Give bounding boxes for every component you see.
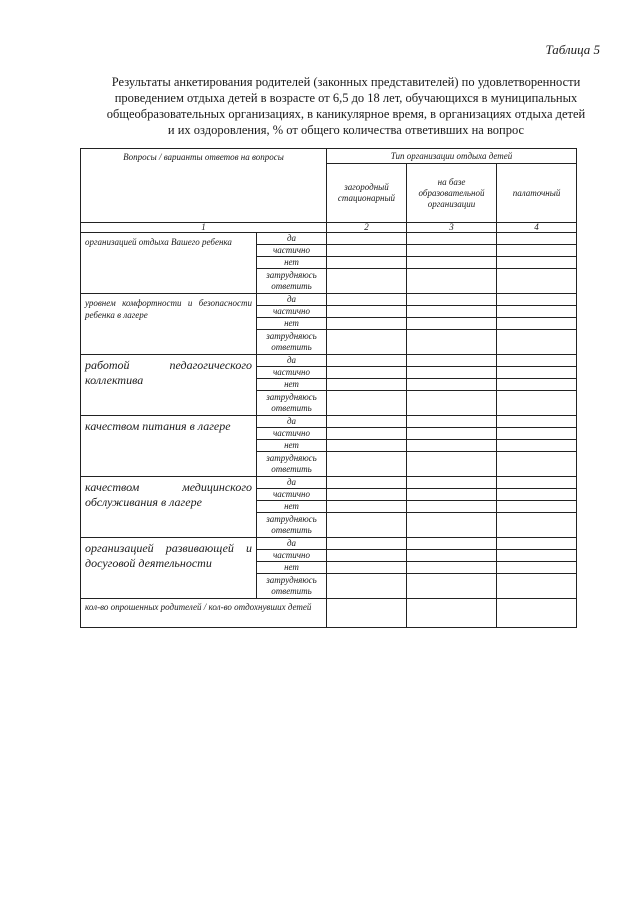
answer-option-no: нет [257,257,327,269]
result-cell [497,269,577,294]
result-cell [327,538,407,550]
header-row [81,149,577,164]
result-cell [407,452,497,477]
result-cell [407,513,497,538]
result-cell [327,330,407,355]
question-text: организацией отдыха Вашего ребенка [81,233,257,294]
header-organization-type: Тип организации отдыха детей [327,149,577,164]
answer-option-yes: да [257,233,327,245]
question-answer-row [81,477,577,489]
result-cell [407,550,497,562]
title-line: общеобразовательных организациях, в каникулярное время, в организациях отдыха детей [106,107,586,121]
result-cell [497,550,577,562]
answer-option-yes: да [257,355,327,367]
column-number: 3 [407,223,497,233]
result-cell [407,355,497,367]
result-cell [497,416,577,428]
answer-option-yes: да [257,294,327,306]
result-cell [327,452,407,477]
document-title [86,74,606,138]
survey-results-table [80,148,577,628]
result-cell [327,318,407,330]
col-tent-camp: палаточный [497,164,577,223]
result-cell [407,233,497,245]
question-answer-row [81,294,577,306]
answer-option-partly: частично [257,306,327,318]
result-cell [497,489,577,501]
result-cell [497,599,577,628]
answer-option-no: нет [257,562,327,574]
answer-option-unsure: затрудняюсь ответить [257,452,327,477]
result-cell [407,257,497,269]
answer-option-no: нет [257,379,327,391]
result-cell [327,355,407,367]
result-cell [407,245,497,257]
question-text: организацией развивающей и досуговой деятельности [81,538,257,599]
result-cell [407,501,497,513]
title-line: Результаты анкетирования родителей (законных представителей) по удовлетворенности [111,75,581,89]
result-cell [407,562,497,574]
result-cell [407,416,497,428]
title-line: и их оздоровления, % от общего количества ответивших на вопрос [167,123,525,137]
question-answer-row [81,538,577,550]
result-cell [407,367,497,379]
result-cell [497,330,577,355]
result-cell [407,428,497,440]
result-cell [497,501,577,513]
answer-option-no: нет [257,440,327,452]
question-answer-row [81,233,577,245]
result-cell [407,379,497,391]
answer-option-no: нет [257,318,327,330]
question-text: качеством питания в лагере [81,416,257,477]
column-number-row [81,223,577,233]
result-cell [327,233,407,245]
result-cell [327,379,407,391]
result-cell [407,330,497,355]
result-cell [327,562,407,574]
result-cell [327,428,407,440]
answer-option-yes: да [257,416,327,428]
column-number: 1 [81,223,327,233]
answer-option-yes: да [257,477,327,489]
result-cell [327,269,407,294]
result-cell [497,257,577,269]
respondents-count-label: кол-во опрошенных родителей / кол-во отдохнувших детей [81,599,327,628]
result-cell [407,306,497,318]
result-cell [327,391,407,416]
result-cell [327,257,407,269]
result-cell [327,477,407,489]
result-cell [497,367,577,379]
result-cell [327,574,407,599]
result-cell [497,355,577,367]
footer-row [81,599,577,628]
title-line: проведением отдыха детей в возрасте от 6,5 до 18 лет, обучающихся в муниципальных [114,91,578,105]
result-cell [497,538,577,550]
answer-option-partly: частично [257,489,327,501]
result-cell [497,477,577,489]
question-text: уровнем комфортности и безопасности ребенка в лагере [81,294,257,355]
result-cell [497,245,577,257]
answer-option-yes: да [257,538,327,550]
answer-option-partly: частично [257,367,327,379]
result-cell [497,562,577,574]
result-cell [327,245,407,257]
answer-option-partly: частично [257,245,327,257]
result-cell [327,489,407,501]
answer-option-no: нет [257,501,327,513]
answer-option-unsure: затрудняюсь ответить [257,574,327,599]
result-cell [407,318,497,330]
result-cell [407,269,497,294]
col-country-camp: загородный стационарный [327,164,407,223]
result-cell [407,294,497,306]
answer-option-partly: частично [257,550,327,562]
result-cell [407,489,497,501]
question-text: работой педагогического коллектива [81,355,257,416]
result-cell [497,428,577,440]
result-cell [327,416,407,428]
answer-option-unsure: затрудняюсь ответить [257,513,327,538]
result-cell [327,513,407,538]
result-cell [497,574,577,599]
answer-option-unsure: затрудняюсь ответить [257,330,327,355]
result-cell [407,599,497,628]
result-cell [497,452,577,477]
result-cell [327,550,407,562]
question-answer-row [81,416,577,428]
result-cell [497,391,577,416]
result-cell [497,379,577,391]
result-cell [407,477,497,489]
result-cell [497,440,577,452]
result-cell [327,501,407,513]
question-answer-row [81,355,577,367]
result-cell [497,318,577,330]
table-number-label: Таблица 5 [545,42,600,57]
result-cell [327,367,407,379]
answer-option-unsure: затрудняюсь ответить [257,269,327,294]
col-school-based: на базе образовательной организации [407,164,497,223]
result-cell [407,440,497,452]
result-cell [407,574,497,599]
answer-option-partly: частично [257,428,327,440]
answer-option-unsure: затрудняюсь ответить [257,391,327,416]
result-cell [327,306,407,318]
result-cell [327,440,407,452]
header-questions: Вопросы / варианты ответов на вопросы [81,149,327,223]
result-cell [497,294,577,306]
question-text: качеством медицинского обслуживания в лагере [81,477,257,538]
result-cell [327,294,407,306]
result-cell [497,513,577,538]
result-cell [407,391,497,416]
column-number: 2 [327,223,407,233]
result-cell [497,233,577,245]
result-cell [497,306,577,318]
column-number: 4 [497,223,577,233]
result-cell [327,599,407,628]
result-cell [407,538,497,550]
